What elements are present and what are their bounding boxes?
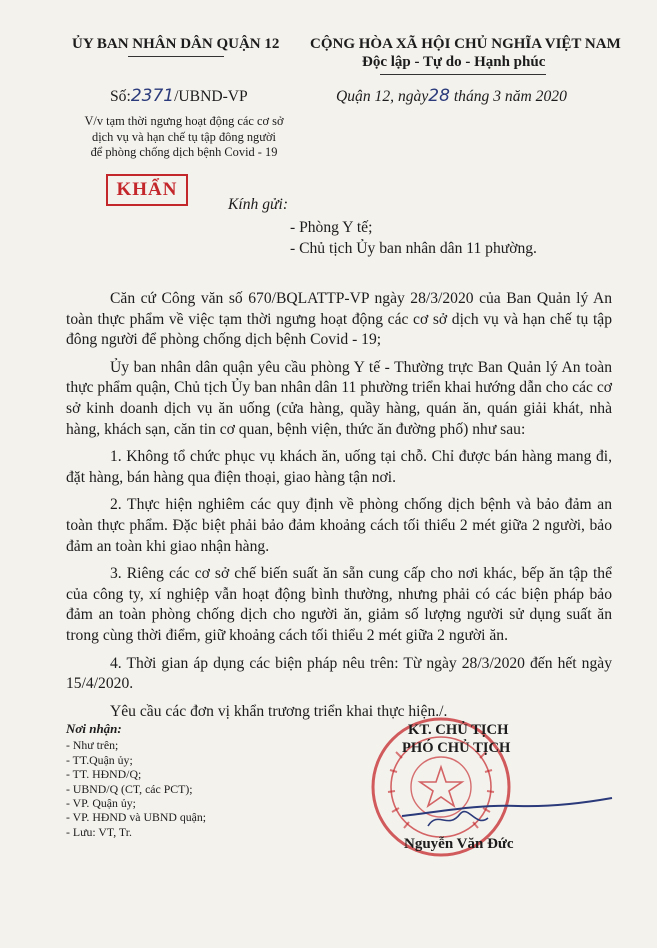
recipients-item: - Như trên; <box>66 738 119 753</box>
country-name: CỘNG HÒA XÃ HỘI CHỦ NGHĨA VIỆT NAM <box>310 36 621 52</box>
body-paragraph: Ủy ban nhân dân quận yêu cầu phòng Y tế - Thường trực Ban Quản lý An toàn thực phẩm quận, Chủ tịch Ủy ban nhân dân 11 phường triển khai hướng dẫn cho các cơ sở kinh doanh dịch vụ ăn uống (cửa hàng, quầy hàng, quán ăn, quán giải khát, nhà hàng, khách sạn, căn tin cơ quan, bệnh viện, thức ăn đường phố) như sau: <box>66 358 612 438</box>
issuer-underline <box>128 56 224 57</box>
doc-number-handwritten: 2371 <box>130 86 175 106</box>
date-suffix: tháng 3 năm 2020 <box>453 88 567 105</box>
recipients-item: - VP. HĐND và UBND quận; <box>66 810 207 825</box>
recipients-item: - VP. Quận ủy; <box>66 796 136 811</box>
document-number <box>110 86 248 106</box>
body-paragraph: Yêu cầu các đơn vị khẩn trương triển khai thực hiện./. <box>110 702 448 720</box>
recipients-item: - Lưu: VT, Tr. <box>66 824 132 839</box>
doc-number-prefix: Số: <box>110 88 131 105</box>
issuer-name: ỦY BAN NHÂN DÂN QUẬN 12 <box>72 36 280 52</box>
handwritten-signature-icon <box>398 790 618 840</box>
body-paragraph: 4. Thời gian áp dụng các biện pháp nêu trên: Từ ngày 28/3/2020 đến hết ngày 15/4/2020. <box>66 654 612 693</box>
body-paragraph: 1. Không tổ chức phục vụ khách ăn, uống tại chỗ. Chỉ được bán hàng mang đi, đặt hàng, bán hàng qua điện thoại, giao hàng tận nơi. <box>66 448 612 486</box>
recipients-item: - TT.Quận ủy; <box>66 752 133 767</box>
greeting-label: Kính gửi: <box>228 196 289 213</box>
subject-line: V/v tạm thời ngưng hoạt động các cơ sở <box>84 114 284 128</box>
recipients-item: - UBND/Q (CT, các PCT); <box>66 781 193 796</box>
recipients-item: - TT. HĐND/Q; <box>66 767 142 782</box>
document-date <box>336 86 567 106</box>
doc-number-suffix: /UBND-VP <box>174 88 248 105</box>
date-day-handwritten: 28 <box>428 86 450 106</box>
urgent-stamp: KHẨN <box>106 174 188 206</box>
signature-subtitle: PHÓ CHỦ TỊCH <box>402 740 511 756</box>
greeting-recipient: - Phòng Y tế; <box>290 219 373 236</box>
subject-line: dịch vụ và hạn chế tụ tập đông người <box>92 129 276 144</box>
motto-underline <box>380 74 546 75</box>
date-prefix: Quận 12, ngày <box>336 88 429 105</box>
body-paragraph: 2. Thực hiện nghiêm các quy định về phòng chống dịch bệnh và bảo đảm an toàn thực phẩm. Đặc biệt phải bảo đảm khoảng cách tối thiểu 2 mét giữa 2 người, bảo đảm an toàn khi giao nhận hàng. <box>66 496 612 555</box>
recipients-block <box>66 722 206 839</box>
national-motto: Độc lập - Tự do - Hạnh phúc <box>362 54 546 70</box>
subject-line: để phòng chống dịch bệnh Covid - 19 <box>90 145 278 160</box>
body-paragraph: Căn cứ Công văn số 670/BQLATTP-VP ngày 28/3/2020 của Ban Quản lý An toàn thực phẩm về việc tạm thời ngưng hoạt động các cơ sở dịch vụ và hạn chế tụ tập đông người để phòng chống dịch bệnh Covid - 19; <box>66 290 612 349</box>
recipients-title: Nơi nhận: <box>66 721 122 736</box>
body-text <box>66 289 612 729</box>
subject-block <box>68 114 300 161</box>
signature-title: KT. CHỦ TỊCH <box>408 722 509 738</box>
body-paragraph: 3. Riêng các cơ sở chế biến suất ăn sẵn cung cấp cho nơi khác, bếp ăn tập thể của công ty, xí nghiệp vẫn hoạt động bình thường, nhưng phải có các biện pháp bảo đảm an toàn phòng chống dịch cho người ăn, giảm số lượng người sử dụng suất ăn trong cùng thời điểm, giữ khoảng cách tối thiểu 2 mét giữa 2 người ăn. <box>66 565 612 644</box>
greeting-recipient: - Chủ tịch Ủy ban nhân dân 11 phường. <box>290 240 537 257</box>
signer-name: Nguyễn Văn Đức <box>404 836 514 852</box>
